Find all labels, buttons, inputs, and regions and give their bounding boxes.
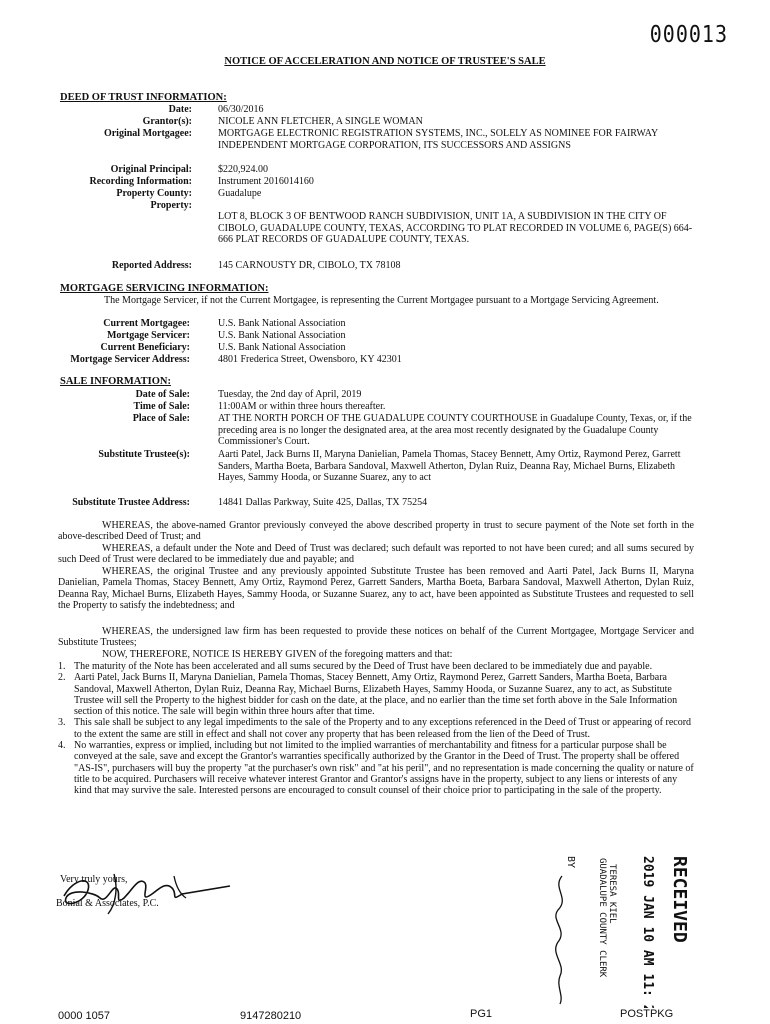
info-label: Grantor(s): — [142, 116, 192, 127]
stamp-clerk-office: GUADALUPE COUNTY CLERK — [597, 858, 607, 978]
whereas-paragraph: WHEREAS, the undersigned law firm has been requested to provide these notices on behalf of the Current Mortgagee, Mortgage Servicer and Substitute Trustees; — [58, 626, 694, 649]
stamp-by-label: BY — [565, 856, 576, 869]
list-item-number: 2. — [58, 672, 66, 684]
info-value: MORTGAGE ELECTRONIC REGISTRATION SYSTEMS, INC., SOLELY AS NOMINEE FOR FAIRWAY INDEPENDENT MORTGAGE CORPORATION, ITS SUCCESSORS AND ASSIGNS — [218, 128, 658, 151]
document-title: NOTICE OF ACCELERATION AND NOTICE OF TRUSTEE'S SALE — [224, 56, 546, 67]
info-value: 06/30/2016 — [218, 104, 264, 115]
servicing-intro: The Mortgage Servicer, if not the Current Mortgagee, is representing the Current Mortgagee pursuant to a Mortgage Servicing Agreement. — [104, 295, 659, 306]
whereas-paragraph: WHEREAS, the original Trustee and any previously appointed Substitute Trustee has been removed and Aarti Patel, Jack Burns II, Maryna Danielian, Pamela Thomas, Stacey Bennett, Amy Ortiz, Raymond Perez, Garrett Sanders, Martha Boeta, Barbara Sandoval, Maxwell Atherton, Dylan Ruiz, Deanna Ray, Michael Burns, Elizabeth Hayes, Sammy Hooda, or Suzanne Suarez, any to act, have been appointed as Substitute Trustees and requested to sell the Property to satisfy the indebtedness; and — [58, 566, 694, 611]
info-label: Place of Sale: — [132, 413, 190, 424]
info-label: Property County: — [116, 188, 192, 199]
law-firm-name: Bonial & Associates, P.C. — [56, 898, 159, 909]
info-value: 145 CARNOUSTY DR, CIBOLO, TX 78108 — [218, 260, 401, 271]
footer-code-left: 0000 1057 — [58, 1010, 110, 1022]
document-number: 000013 — [649, 20, 728, 48]
deed-of-trust-heading: DEED OF TRUST INFORMATION: — [60, 92, 227, 103]
info-value: Guadalupe — [218, 188, 262, 199]
info-value: 4801 Frederica Street, Owensboro, KY 42301 — [218, 354, 402, 365]
info-value: 11:00AM or within three hours thereafter. — [218, 401, 386, 412]
mortgage-servicing-heading: MORTGAGE SERVICING INFORMATION: — [60, 283, 269, 294]
info-label: Recording Information: — [89, 176, 192, 187]
info-value: $220,924.00 — [218, 164, 268, 175]
list-item-text: No warranties, express or implied, including but not limited to the implied warranties of merchantability and fitness for a particular purpose shall be conveyed at the sale, save and except the Grantor's warranties specifically authorized by the Grantor in the Deed of Trust. The property shall be offered "AS-IS", purchasers will buy the property "at the purchaser's own risk" and "at his peril", and no representation is made concerning the quality or nature of title to be acquired. Purchasers will receive whatever interest Grantor and Grantor's assigns have in the property, subject to any liens or interests of any kind that may survive the sale. Interested persons are encouraged to consult counsel of their choice prior to participating in the sale of the property. — [74, 740, 694, 797]
stamp-received-text: RECEIVED — [669, 856, 688, 943]
info-value: AT THE NORTH PORCH OF THE GUADALUPE COUNTY COURTHOUSE in Guadalupe County, Texas, or, if the preceding area is no longer the designated area, at the area most recently designated by the Guadalupe County Commissioner's Court. — [218, 413, 692, 447]
list-item — [58, 672, 694, 717]
list-item-text: This sale shall be subject to any legal impediments to the sale of the Property and to any exceptions referenced in the Deed of Trust or appearing of record to the extent the same are still in effect and shall not cover any property that has been released from the lien of the Deed of Trust. — [74, 717, 692, 740]
info-label: Original Principal: — [110, 164, 192, 175]
sale-information-heading: SALE INFORMATION: — [60, 376, 171, 387]
stamp-clerk-name: TERESA KIEL — [607, 864, 617, 924]
info-label: Original Mortgagee: — [103, 128, 192, 139]
info-label: Reported Address: — [111, 260, 192, 271]
whereas-paragraph: WHEREAS, a default under the Note and Deed of Trust was declared; such default was reported to not have been cured; and all sums secured by such Deed of Trust were declared to be immediately due and payable; and — [58, 543, 694, 566]
info-label: Time of Sale: — [133, 401, 190, 412]
whereas-paragraph: WHEREAS, the above-named Grantor previously conveyed the above described property in trust to secure payment of the Note set forth in the above-described Deed of Trust; and — [58, 520, 694, 543]
info-label: Date of Sale: — [135, 389, 190, 400]
footer-page-label: PG1 — [470, 1008, 493, 1020]
list-item-number: 4. — [58, 740, 66, 752]
list-item — [58, 717, 694, 740]
list-item — [58, 661, 694, 672]
info-label: Mortgage Servicer Address: — [70, 354, 190, 365]
info-label: Date: — [168, 104, 192, 115]
footer-package-label: POSTPKG — [620, 1008, 674, 1020]
info-value: U.S. Bank National Association — [218, 318, 346, 329]
info-label: Substitute Trustee Address: — [72, 497, 190, 508]
info-label: Mortgage Servicer: — [106, 330, 190, 341]
info-value: U.S. Bank National Association — [218, 330, 346, 341]
info-label: Substitute Trustee(s): — [98, 449, 190, 460]
info-value: U.S. Bank National Association — [218, 342, 346, 353]
info-value: LOT 8, BLOCK 3 OF BENTWOOD RANCH SUBDIVISION, UNIT 1A, A SUBDIVISION IN THE CITY OF CIBOLO, GUADALUPE COUNTY, TEXAS, ACCORDING TO PLAT RECORDED IN VOLUME 6, PAGE(S) 664-666 PLAT RECORDS OF GUADALUPE COUNTY, TEXAS. — [218, 211, 693, 245]
info-label: Property: — [150, 200, 192, 211]
info-label: Current Beneficiary: — [100, 342, 190, 353]
info-value: Tuesday, the 2nd day of April, 2019 — [218, 389, 362, 400]
info-value: Instrument 2016014160 — [218, 176, 314, 187]
list-item-text: Aarti Patel, Jack Burns II, Maryna Danielian, Pamela Thomas, Stacey Bennett, Amy Ortiz, Raymond Perez, Garrett Sanders, Martha Boeta, Barbara Sandoval, Maxwell Atherton, Dylan Ruiz, Deanna Ray, Michael Burns, Elizabeth Hayes, Sammy Hooda, or Suzanne Suarez, any to act, as Substitute Trustee will sell the Property to the highest bidder for cash on the date, at the place, and no earlier than the time set forth above in the Sale Information section of this notice. The sale will begin within three hours after that time. — [74, 672, 678, 718]
notice-items-list — [58, 661, 694, 797]
info-value: Aarti Patel, Jack Burns II, Maryna Danielian, Pamela Thomas, Stacey Bennett, Amy Ortiz, Raymond Perez, Garrett Sanders, Martha Boeta, Barbara Sandoval, Maxwell Atherton, Dylan Ruiz, Deanna Ray, Michael Burns, Elizabeth Hayes, Sammy Hooda, or Suzanne Suarez, any to act — [218, 449, 681, 483]
list-item-number: 1. — [58, 661, 66, 672]
info-value: NICOLE ANN FLETCHER, A SINGLE WOMAN — [218, 116, 423, 127]
list-item-number: 3. — [58, 717, 66, 729]
list-item-text: The maturity of the Note has been accelerated and all sums secured by the Deed of Trust have been declared to be immediately due and payable. — [74, 661, 653, 672]
stamp-datetime: 2019 JAN 10 AM 11: 27 — [640, 856, 655, 1008]
info-label: Current Mortgagee: — [103, 318, 190, 329]
closing-salutation: Very truly yours, — [60, 874, 128, 885]
info-value: 14841 Dallas Parkway, Suite 425, Dallas, TX 75254 — [218, 497, 428, 508]
list-item — [58, 740, 694, 796]
received-stamp — [548, 848, 688, 1008]
footer-code-middle: 9147280210 — [240, 1010, 302, 1022]
whereas-paragraph: NOW, THEREFORE, NOTICE IS HEREBY GIVEN of the foregoing matters and that: — [102, 649, 453, 660]
